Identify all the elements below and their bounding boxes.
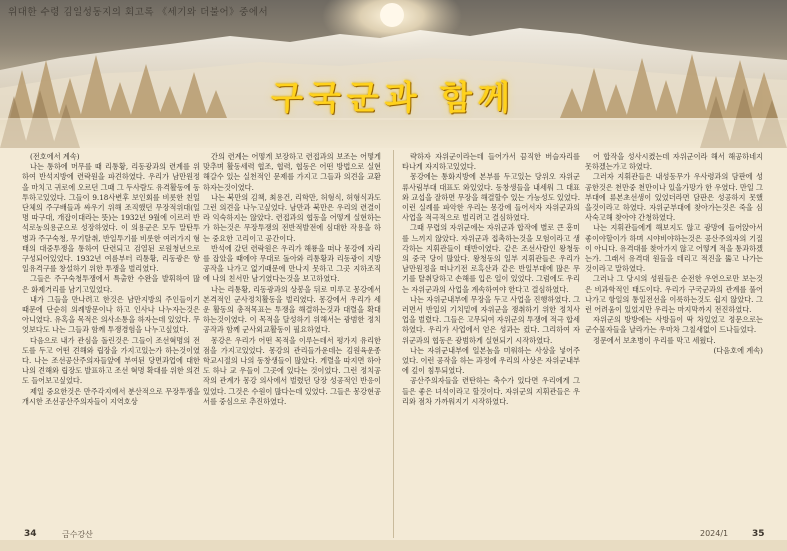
header-banner [0,0,787,148]
banner-fade [0,118,787,148]
magazine-name: 금수강산 [62,530,93,539]
paragraph: 다음으로 내가 관심을 돌린것은 그들이 조선혁명의 전도를 두고 어떤 견해와 립장을 가지고있는가 하는것이였다. 나는 조선공산주의자들앞에 부여된 당면과업에 대한 나의 견해와 립장도 발표하고 조선 혁명 확대를 위한 의견도 들어보고싶었다. [22,335,200,386]
text-column-4 [585,152,763,530]
paragraph: 정문에서 보초병이 우리를 막고 세웠다. [593,335,716,345]
article-title: 구국군과 함께 [271,78,516,117]
paragraph: 몽강은 우리가 어떤 목적을 이루는데서 평가지 유리한 점을 가지고있었다. 몽강의 관리들가운데는 김원육운종학교시절의 나의 동창생들이 많았다. 게렬을 따지면 하아도 하나 교 우들이 그곳에 있다는 것이었다. 그런 정치공작의 관계가 몽강 의사에서 벌렸던 당장 성공적인 반응이 있었다. 그것은 수원이 많다는데 있었다. 그들은 몽강현공서를 중심으로 추진하였다. [203,335,381,406]
paragraph: 공산주의자들을 련탄하는 축수가 있다면 우리에게 그들은 좋은 녀석이라고 할것이다. 자위군의 지휘관들은 우리와 점차 가까워지기 시작하였다. [402,376,580,406]
paragraph: 그들은 주구숙청투쟁에서 특출한 수완을 발휘하여 많은 화제거리를 남기고있었다. [22,274,200,294]
paragraph: 나는 리통황, 리동광과의 상봉을 뒤로 미루고 몽강에서 본격적인 군사정치활동을 벌리였다. 몽강에서 우리가 세운 활동의 총적목표는 투쟁을 해결하는것과 대렬을 확대하는것이였다. 이 목적을 달성하기 위해서는 광범한 정치공작과 함께 군사외교활동이 필요하였다. [203,284,381,335]
footer-band [0,540,787,551]
text-column-1 [22,152,200,530]
paragraph: 어 합작을 성사시켰는데 자위군이라 해서 해공하네지 못하겠는가고 하였다. [585,152,763,172]
paragraph: (전호에서 계속) [30,152,80,161]
text-column-2 [203,152,381,530]
paragraph: 그러나 그 당시의 성원들은 순전한 우연으로만 보는것은 비과학적인 태도이다. 우리가 구국군과의 관계를 풀어 나가고 항일의 통일전선을 이룩하는것도 쉽지 않았다. 그런 어려움이 있었지만 우리는 마지막까지 전진하였다. [585,274,763,315]
paragraph: 나는 자위군내부에 일본놈을 미워하는 사상을 넣어주었다. 이런 공작을 하는 과정에 우리의 사상은 자위군내부에 깊이 침투되였다. [402,345,580,376]
continuation-note: (다음호에 계속) [713,345,763,355]
paragraph: 나는 북만의 김책, 최용건, 리학만, 허형식, 허형식과도 그런 의견을 나누고싶었다. 남만과 북만은 우리의 련결이라 익숙하지는 않았다. 련접과의 협동을 어떻게 실현하는가 하는것은 무장투쟁의 전반적발전에 심대한 작용을 하는 중요한 고리이고 공간이다. [203,192,381,243]
paragraph: 몽강에는 통화지방에 본부를 두고있는 당위오 자위군 류사림부대 대표도 와있었다. 동창생들을 내세워 그 대표와 교섭을 잘하면 무장을 해결할수 있는 가능성도 있었다. 이런 실례를 파악한 우리는 몽강에 들어서자 자위군과의 사업을 적극적으로 벌리려고 결심하였다. [402,172,580,223]
paragraph: 나는 지휘관들에게 해보지도 않고 광망에 들어앉아서 좋이야할이가 하며 시야비야하는것은 공산주의자의 기질이 아니다. 유격대를 찾아가지 않고 어떻게 적을 통과하겠는가. 그래서 유격대 원들을 데리고 적진을 뚫고 나가는 것이라고 말하였다. [585,223,763,274]
paragraph: 나는 통하에 머무를 때 리통황, 리동광과의 련계를 위하여 반석지방에 련락원을 파견하였다. 우리가 남만원정을 마치고 귀로에 오르던 그때 그 두사람도 유격활동에 동투하고있었다. 그들이 9.18사변후 보인회를 비롯한 친일단체의 주구배들과 싸우기 위해 조직했던 무장적위대(일명 따구대, 개잡이대라는 뜻)는 1932년 9월에 이르러 반석로농의용군으로 성장하였다. 이 의용군은 모두 말탄투병과 주구숙청, 무기탈취, 반일투기를 비롯한 여러가지 형태의 대중투쟁을 통하여 단련되고 검열된 로원청년으로 구성되어있었다. 1932년 여름부터 리통황, 리동광은 항일유격구를 창설하기 위한 투쟁을 벌리였다. [22,162,200,274]
page-number-left: 34 [24,529,37,539]
paragraph: 나는 자위군내부에 무장을 두고 사업을 진행하였다. 그러면서 반일의 기치밑에 자위군을 쟁취하기 위한 정치사업을 벌렸다. 그들은 고무되여 자위군의 투쟁에 적극 합세하였다. 우리가 사업에서 얻은 성과는 컸다. 그리하여 자위군과의 협동은 광범하게 실현되기 시작하였다. [402,294,580,345]
paragraph: 제일 중요한것은 만주각지에서 분산적으로 무장투쟁을 개시한 조선공산주의자들이 지역호상 [22,386,200,406]
paragraph: 내가 그들을 만나려고 한것은 남만지방의 주인들이기때문에 단순히 의례방문이나 하고 인사나 나누자는것은 아니였다. 유혹을 목적은 의사소통을 하자는데 있었다. 무엇보다도 나는 그들과 함께 투쟁경험을 나누고싶었다. [22,294,200,335]
paragraph: 자위군의 방방에는 사방들이 딱 차있었고 정문으로는 군수물자들을 날라가는 우마차 그칠새없이 드나들었다. [585,315,763,335]
page-number-right: 35 [752,529,765,539]
issue-number: 2024/1 [700,529,729,538]
paragraph: 반석에 갔던 련락원은 우리가 해룡을 떠나 몽강에 자리를 잡았을 때에야 무대로 돌아와 리통황과 리동광이 지방공작을 나가고 없기때문에 만나지 못하고 그곳 지하조직에 나의 친서만 남기였다는것을 보고하였다. [203,243,381,284]
page-gutter [393,150,394,538]
paragraph: 그때 무렵의 자위군에는 자위군과 합작에 별로 큰 흥미를 느끼지 않았다. 자위군과 접촉하는것을 모험이라고 생각하는 지휘관들이 태반이였다. 같은 조선사람인 왕청동의 중국 당이 많았다. 왕청동의 일부 지휘관들은 우리가 남만원정을 떠나기전 로흑산과 같은 반일부대에 많은 무기를 탈취당하고 손해를 입은 일이 있었다. 그럼에도 우리는 자위군과의 사업을 계속하여야 한다고 결심하였다. [402,223,580,294]
text-column-3 [402,152,580,530]
paragraph: 간의 련계는 어떻게 보장하고 련접과의 보조는 어떻게 맞추며 활동세력 협조, 협력, 협동은 어떤 방법으로 실현해갈수 있는 실천적인 문제를 가지고 그들과 의견을 교환하자는것이였다. [203,152,381,192]
sun [380,3,404,27]
paragraph: 그러자 지휘관들은 내성동무가 우사령과의 담판에 성공한것은 천만중 천만이나 있을가망가 한 우였다. 만일 그 부대에 류본초선생이 있었더라면 담판은 성공하지 못했을것이라고 하였다. 자위군부대에 찾아가는것은 죽을 심사숙고해 찾아야 간청하였다. [585,172,763,223]
paragraph: 략하자 자위군이라는데 들어가서 끔직한 버슬자리를 타나게 자지하고있었다. [402,152,580,172]
series-subtitle: 위대한 수령 김일성동지의 회고록 《세기와 더불어》중에서 [8,7,269,18]
